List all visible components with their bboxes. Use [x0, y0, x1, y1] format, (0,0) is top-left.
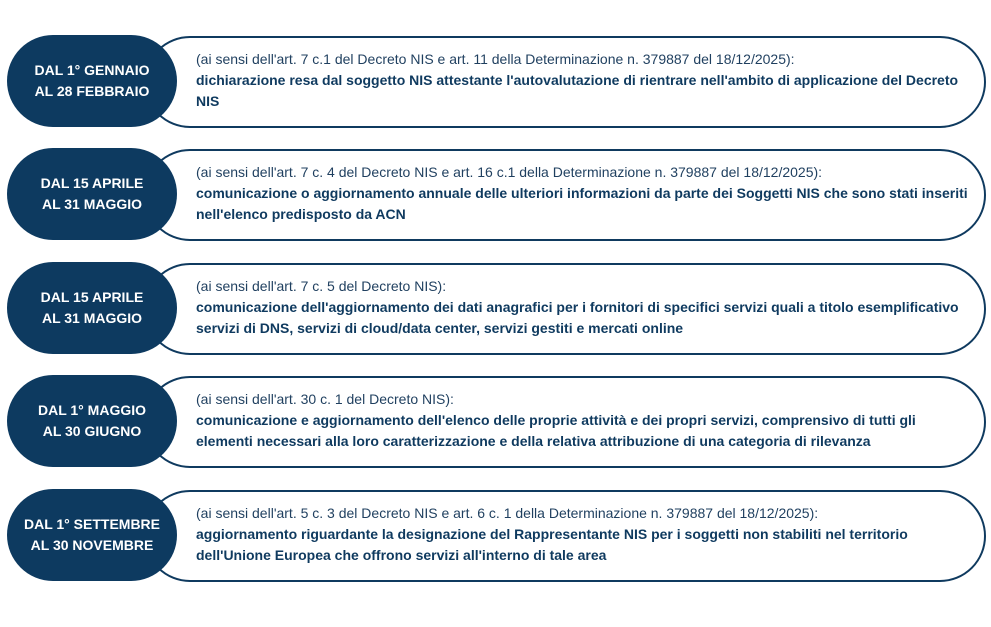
deadline-row	[7, 262, 984, 354]
legal-reference: (ai sensi dell'art. 7 c. 4 del Decreto NIS e art. 16 c.1 della Determinazione n. 379887 del 18/12/2025):	[196, 164, 823, 180]
date-start: DAL 15 APRILE	[40, 289, 144, 305]
date-range-pill	[7, 262, 177, 354]
deadline-row	[7, 375, 984, 467]
date-range-pill	[7, 489, 177, 581]
deadline-text	[196, 276, 976, 339]
deadline-text	[196, 49, 976, 112]
date-range-pill	[7, 148, 177, 240]
date-range-pill	[7, 375, 177, 467]
date-end: AL 30 GIUGNO	[42, 423, 142, 439]
obligation-description: comunicazione e aggiornamento dell'elenco delle proprie attività e dei propri servizi, comprensivo di tutti gli elementi necessari alla loro caratterizzazione e della relativa attribuzione di una categoria di rilevanza	[196, 412, 916, 449]
legal-reference: (ai sensi dell'art. 5 c. 3 del Decreto NIS e art. 6 c. 1 della Determinazione n. 379887 del 18/12/2025):	[196, 505, 819, 521]
date-range-pill	[7, 35, 177, 127]
date-start: DAL 1° SETTEMBRE	[23, 516, 161, 532]
date-start: DAL 1° MAGGIO	[37, 402, 146, 418]
obligation-description: aggiornamento riguardante la designazione del Rappresentante NIS per i soggetti non stabiliti nel territorio dell'Unione Europea che offrono servizi all'interno di tale area	[196, 526, 908, 563]
deadline-row	[7, 489, 984, 581]
legal-reference: (ai sensi dell'art. 7 c.1 del Decreto NIS e art. 11 della Determinazione n. 379887 del 18/12/2025):	[196, 51, 795, 67]
deadline-row	[7, 35, 984, 127]
date-end: AL 30 NOVEMBRE	[30, 537, 154, 553]
deadline-text	[196, 162, 976, 225]
obligation-description: comunicazione o aggiornamento annuale delle ulteriori informazioni da parte dei Soggetti NIS che sono stati inseriti nell'elenco predisposto da ACN	[196, 185, 968, 222]
obligation-description: dichiarazione resa dal soggetto NIS attestante l'autovalutazione di rientrare nell'ambito di applicazione del Decreto NIS	[196, 72, 959, 109]
date-end: AL 31 MAGGIO	[41, 310, 143, 326]
legal-reference: (ai sensi dell'art. 7 c. 5 del Decreto NIS):	[196, 278, 447, 294]
legal-reference: (ai sensi dell'art. 30 c. 1 del Decreto NIS):	[196, 391, 454, 407]
deadline-text	[196, 389, 976, 452]
date-start: DAL 15 APRILE	[40, 175, 144, 191]
deadline-row	[7, 148, 984, 240]
obligation-description: comunicazione dell'aggiornamento dei dati anagrafici per i fornitori di specifici servizi quali a titolo esemplificativo servizi di DNS, servizi di cloud/data center, servizi gestiti e mercati online	[196, 299, 959, 336]
date-end: AL 31 MAGGIO	[41, 196, 143, 212]
deadline-text	[196, 503, 976, 566]
date-start: DAL 1° GENNAIO	[34, 62, 150, 78]
date-end: AL 28 FEBBRAIO	[34, 83, 150, 99]
